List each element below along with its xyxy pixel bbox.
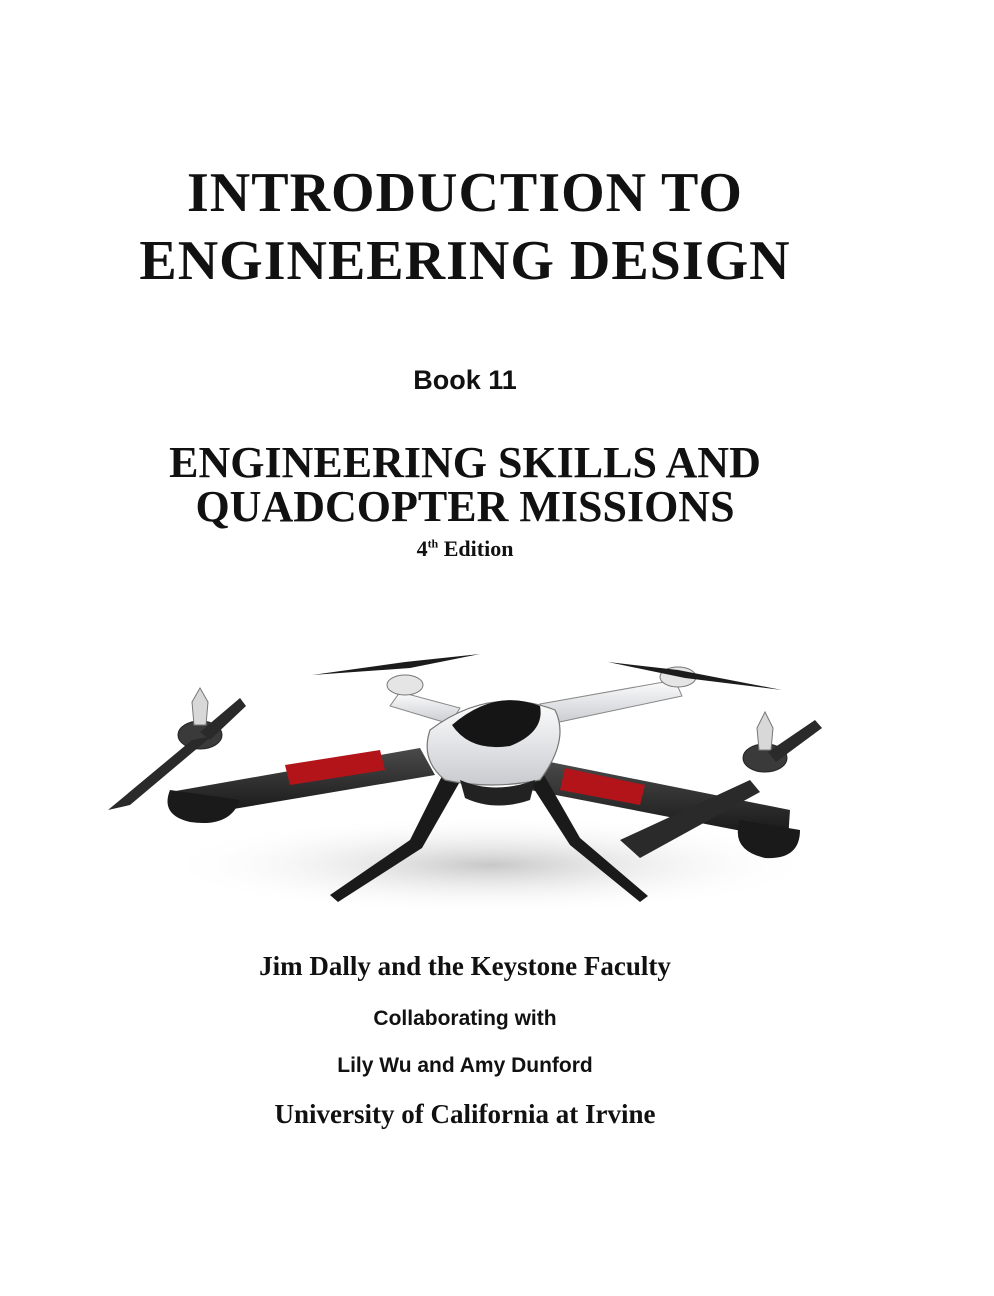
- title-line-1: INTRODUCTION TO: [187, 162, 743, 224]
- propeller-back-right: [608, 662, 782, 690]
- title-line-2: ENGINEERING DESIGN: [139, 230, 791, 292]
- propeller-front-right-blade-2: [768, 720, 822, 762]
- book-number: Book 11: [413, 365, 517, 395]
- subtitle-line-2: QUADCOPTER MISSIONS: [195, 482, 735, 531]
- drone-arm-back-right: [540, 680, 682, 724]
- university: University of California at Irvine: [274, 1099, 656, 1129]
- propeller-back-left: [312, 654, 480, 675]
- drone-shadow: [160, 815, 820, 915]
- edition-number: 4: [416, 536, 428, 561]
- edition-label: Edition: [443, 536, 514, 561]
- author: Jim Dally and the Keystone Faculty: [259, 951, 671, 981]
- motor-back-left: [387, 675, 423, 695]
- collaborating-label: Collaborating with: [373, 1007, 557, 1030]
- edition: [0, 536, 930, 562]
- quadcopter-drone-illustration: [100, 640, 830, 920]
- subtitle-line-1: ENGINEERING SKILLS AND: [169, 438, 761, 487]
- edition-suffix: th: [427, 536, 439, 551]
- motor-front-right-cone: [757, 712, 773, 750]
- collaborators: Lily Wu and Amy Dunford: [337, 1054, 593, 1077]
- motor-front-left-cone: [192, 688, 208, 725]
